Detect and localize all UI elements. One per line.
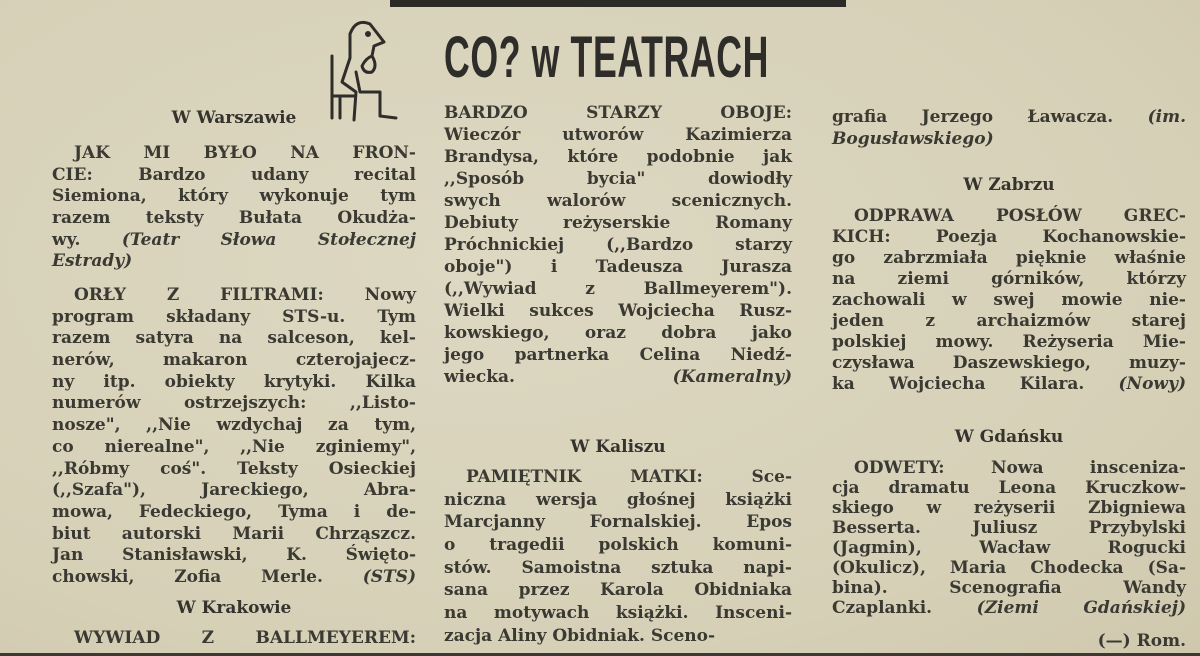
- city-heading: W Gdańsku: [954, 427, 1064, 447]
- line-text: swych walorów scenicznych.: [444, 191, 792, 211]
- line-text: go zabrzmiała pięknie właśnie: [832, 248, 1186, 268]
- text-line: [444, 278, 792, 300]
- text-line: [832, 269, 1186, 290]
- city-heading: W Zabrzu: [963, 175, 1055, 195]
- line-text: program składany STS-u. Tym: [52, 306, 416, 327]
- line-text: grafia Jerzego Ławacza.: [832, 107, 1148, 127]
- line-text: (,,Wywiad z Ballmeyerem").: [444, 279, 792, 299]
- line-text: Jan Stanisławski, K. Święto-: [52, 545, 416, 566]
- line-text: ka Wojciecha Kilara.: [832, 374, 1119, 394]
- text-line: [832, 106, 1186, 128]
- line-text: nosze", ,,Nie wzdychaj za tym,: [52, 415, 416, 436]
- line-text: CIE: Bardzo udany recital: [52, 164, 416, 185]
- text-line: [832, 332, 1186, 353]
- text-line: [832, 206, 1186, 227]
- line-text: co nierealne", ,,Nie zginiemy",: [52, 436, 416, 457]
- review-paragraph: [52, 627, 416, 649]
- text-line: [52, 459, 416, 481]
- text-line: [52, 251, 416, 273]
- text-line: [444, 212, 792, 234]
- text-line: [832, 290, 1186, 311]
- line-text: jego partnerka Celina Niedź-: [444, 345, 792, 365]
- line-text: JAK MI BYŁO NA FRON-: [74, 143, 416, 163]
- text-line: [52, 208, 416, 230]
- line-text: wy.: [52, 229, 122, 250]
- line-text: nerów, makaron czterojajecz-: [52, 350, 416, 371]
- line-text: razem teksty Bułata Okudża-: [52, 208, 416, 229]
- line-text: numerów ostrzejszych: ,,Listo-: [52, 393, 416, 414]
- text-line: [444, 300, 792, 322]
- text-line: [832, 248, 1186, 269]
- text-line: [832, 128, 1186, 150]
- text-line: [444, 146, 792, 168]
- text-line: [832, 518, 1186, 538]
- line-text: Debiuty reżyserskie Romany: [444, 213, 792, 233]
- text-line: [52, 480, 416, 502]
- theatre-name: (Teatr Słowa Stołecznej: [121, 229, 416, 250]
- line-text: cja dramatu Leona Kruczkow-: [832, 478, 1186, 498]
- text-line: [832, 311, 1186, 332]
- author-signature: (—) Rom.: [1097, 631, 1186, 651]
- text-line: [52, 502, 416, 524]
- line-text: polskiej mowy. Reżyseria Mie-: [832, 332, 1186, 352]
- text-line: [52, 415, 416, 437]
- theatre-name: (STS): [362, 566, 416, 587]
- line-text: wiecka.: [444, 367, 673, 387]
- text-line: [52, 372, 416, 394]
- text-line: [832, 353, 1186, 374]
- text-line: [52, 230, 416, 252]
- text-line: [52, 186, 416, 208]
- theatre-name: (Nowy): [1118, 374, 1186, 394]
- text-line: [832, 478, 1186, 498]
- theatre-name: (Kameralny): [672, 367, 792, 387]
- text-line: [444, 124, 792, 146]
- line-text: razem satyra na salceson, kel-: [52, 328, 416, 349]
- line-text: Czaplanki.: [832, 598, 977, 618]
- review-paragraph: [832, 106, 1186, 150]
- text-line: [444, 344, 792, 366]
- city-heading: W Kaliszu: [570, 437, 666, 457]
- line-text: skiego w reżyserii Zbigniewa: [832, 498, 1186, 518]
- text-line: [444, 234, 792, 256]
- line-text: ny itp. obiekty krytyki. Kilka: [52, 371, 416, 392]
- line-text: oboje") i Tadeusza Jurasza: [444, 257, 792, 277]
- text-line: [52, 627, 416, 649]
- text-line: [52, 307, 416, 329]
- line-text: WYWIAD Z BALLMEYEREM:: [74, 628, 416, 648]
- text-column-2: [444, 0, 792, 656]
- text-line: [444, 579, 792, 602]
- text-line: [52, 350, 416, 372]
- line-text: zacja Aliny Obidniak. Sceno-: [444, 625, 716, 646]
- line-text: kowskiego, oraz dobra jako: [444, 323, 792, 343]
- page-title: CO? w TEATRACH: [444, 25, 769, 90]
- text-line: [52, 393, 416, 415]
- text-line: [444, 190, 792, 212]
- line-text: ODWETY: Nowa insceniza-: [854, 458, 1186, 478]
- text-line: [444, 489, 792, 512]
- line-text: Siemiona, który wykonuje tym: [52, 186, 416, 207]
- line-text: jeden z archaizmów starej: [832, 311, 1186, 331]
- line-text: ,,Sposób bycia" dowiodły: [444, 169, 792, 189]
- line-text: na motywach książki. Insceni-: [444, 603, 792, 624]
- review-paragraph: [832, 206, 1186, 395]
- text-line: [832, 538, 1186, 558]
- review-paragraph: [444, 466, 792, 648]
- theatre-name: Estrady): [52, 251, 133, 272]
- review-paragraph: [832, 458, 1186, 618]
- line-text: KICH: Poezja Kochanowskie-: [832, 227, 1186, 247]
- line-text: ORŁY Z FILTRAMI: Nowy: [74, 285, 416, 305]
- text-line: [444, 168, 792, 190]
- text-line: [444, 557, 792, 580]
- line-text: Próchnickiej (,,Bardzo starzy: [444, 235, 792, 255]
- text-line: [832, 458, 1186, 478]
- text-line: [444, 102, 792, 124]
- line-text: BARDZO STARZY OBOJE:: [444, 103, 792, 123]
- text-line: [444, 511, 792, 534]
- text-line: [444, 466, 792, 489]
- line-text: Marcjanny Fornalskiej. Epos: [444, 512, 792, 533]
- line-text: o tragedii polskich komuni-: [444, 535, 792, 556]
- line-text: (Okulicz), Maria Chodecka (Sa-: [832, 558, 1186, 578]
- text-line: [52, 567, 416, 589]
- line-text: biut autorski Marii Chrząszcz.: [52, 523, 416, 544]
- text-line: [52, 545, 416, 567]
- line-text: stów. Samoistna sztuka napi-: [444, 557, 792, 578]
- text-line: [444, 366, 792, 388]
- text-line: [52, 285, 416, 307]
- text-line: [832, 578, 1186, 598]
- text-line: [52, 437, 416, 459]
- line-text: Brandysa, które podobnie jak: [444, 147, 792, 167]
- theatre-name: (Ziemi Gdańskiej): [976, 598, 1186, 618]
- line-text: chowski, Zofia Merle.: [52, 566, 363, 587]
- line-text: niczna wersja głośnej książki: [444, 489, 792, 510]
- theatre-name: (im.: [1147, 107, 1186, 127]
- review-paragraph: [444, 102, 792, 388]
- city-heading: W Krakowie: [176, 598, 292, 618]
- text-column-3: [832, 0, 1186, 656]
- text-line: [444, 534, 792, 557]
- text-line: [832, 558, 1186, 578]
- line-text: (,,Szafa"), Jareckiego, Abra-: [52, 480, 416, 501]
- text-column-1: [52, 0, 416, 656]
- text-line: [52, 165, 416, 187]
- text-line: [444, 602, 792, 625]
- line-text: PAMIĘTNIK MATKI: Sce-: [466, 467, 792, 487]
- line-text: bina). Scenografia Wandy: [832, 578, 1186, 598]
- text-line: [832, 227, 1186, 248]
- text-line: [832, 498, 1186, 518]
- text-line: [444, 256, 792, 278]
- line-text: zachowali w swej mowie nie-: [832, 290, 1186, 310]
- line-text: ODPRAWA POSŁÓW GREC-: [854, 206, 1186, 226]
- line-text: na ziemi górników, którzy: [832, 269, 1186, 289]
- text-line: [52, 328, 416, 350]
- review-paragraph: [52, 285, 416, 589]
- text-line: [52, 143, 416, 165]
- text-line: [832, 374, 1186, 395]
- text-line: [444, 625, 792, 648]
- line-text: czysława Daszewskiego, muzy-: [832, 353, 1186, 373]
- text-line: [444, 322, 792, 344]
- city-heading: W Warszawie: [171, 108, 297, 128]
- line-text: Wielki sukces Wojciecha Rusz-: [444, 301, 792, 321]
- line-text: mowa, Fedeckiego, Tyma i de-: [52, 501, 416, 522]
- line-text: sana przez Karola Obidniaka: [444, 580, 792, 601]
- review-paragraph: [52, 143, 416, 273]
- line-text: (Jagmin), Wacław Rogucki: [832, 538, 1186, 558]
- theatre-name: Bogusławskiego): [832, 129, 994, 149]
- line-text: ,,Róbmy coś". Teksty Osieckiej: [52, 458, 416, 479]
- line-text: Wieczór utworów Kazimierza: [444, 125, 792, 145]
- text-line: [52, 524, 416, 546]
- line-text: Besserta. Juliusz Przybylski: [832, 518, 1186, 538]
- text-line: [832, 598, 1186, 618]
